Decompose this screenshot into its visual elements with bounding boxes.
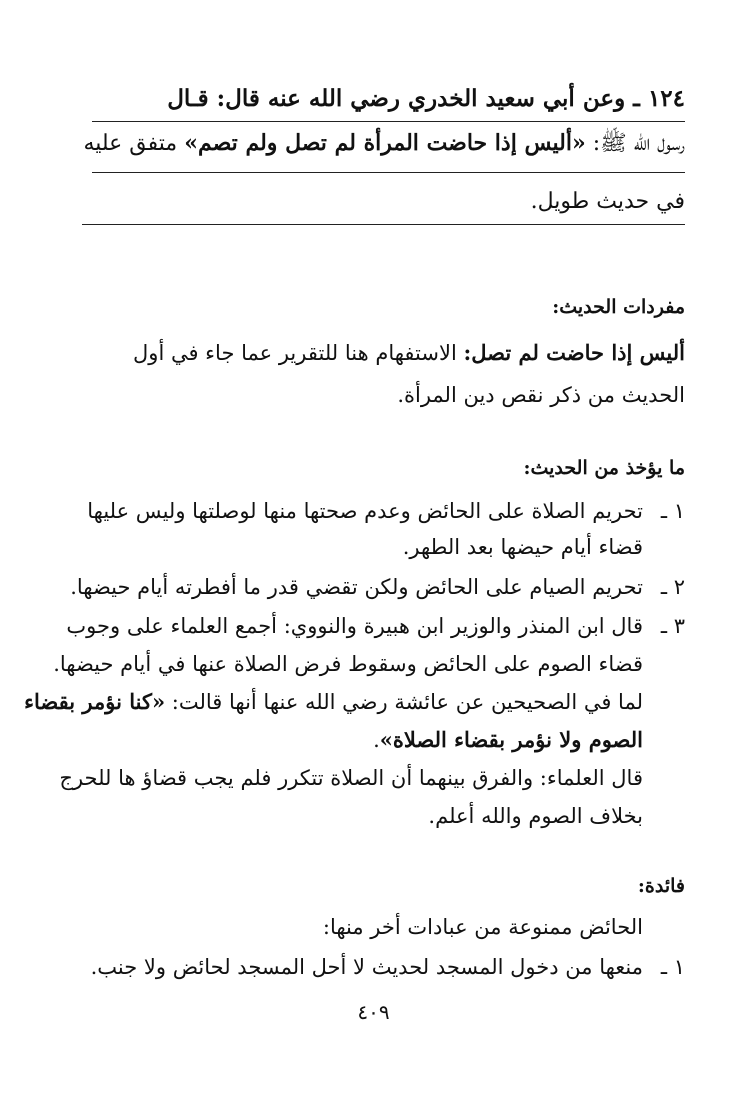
- hadith-line-2-suffix: متفق عليه: [83, 131, 185, 156]
- vocab-line-2: الحديث من ذكر نقص دين المرأة.: [397, 383, 685, 407]
- hadith-rule-3: [82, 224, 685, 225]
- hadith-rule-1: [92, 121, 685, 122]
- lesson-item-3-line-5: قال العلماء: والفرق بينهما أن الصلاة تتكرر فلم يجب قضاؤ ها للحرج: [59, 766, 643, 790]
- vocab-term: أليس إذا حاضت لم تصل:: [463, 340, 685, 365]
- lesson-item-3-line-4: [82, 723, 643, 757]
- benefit-item-1-text: منعها من دخول المسجد لحديث لا أحل المسجد لحائض ولا جنب.: [90, 955, 643, 979]
- hadith-quote: «أليس إذا حاضت المرأة لم تصل ولم تصم»: [184, 130, 586, 156]
- lesson-item-3-line-4-end: .: [373, 728, 380, 752]
- hadith-line-3: في حديث طويل.: [530, 189, 685, 214]
- hadith-rule-2: [92, 172, 685, 173]
- lesson-item-3-line-3-plain: لما في الصحيحين عن عائشة رضي الله عنها أنها قالت:: [165, 690, 643, 714]
- lesson-item-2-number: ٢ ـ: [660, 575, 685, 599]
- lesson-item-1-line-1: تحريم الصلاة على الحائض وعدم صحتها منها لوصلتها وليس عليها: [87, 499, 643, 523]
- lesson-item-3-line-1: قال ابن المنذر والوزير ابن هبيرة والنووي: أجمع العلماء على وجوب: [66, 614, 643, 638]
- hadith-line-2: [82, 126, 685, 161]
- benefit-item-1: [82, 950, 685, 984]
- lesson-item-1-line-2: قضاء أيام حيضها بعد الطهر.: [402, 535, 643, 559]
- lesson-item-3: [66, 609, 685, 643]
- lesson-item-1: [82, 494, 685, 528]
- benefit-intro: الحائض ممنوعة من عبادات أخر منها:: [322, 915, 643, 939]
- lesson-item-2-line-1: تحريم الصيام على الحائض ولكن تقضي قدر ما أفطرته أيام حيضها.: [70, 575, 643, 599]
- lessons-heading: ما يؤخذ من الحديث:: [523, 457, 685, 479]
- lesson-item-1-number: ١ ـ: [660, 499, 685, 523]
- lesson-item-3-quote-start: «كنا نؤمر بقضاء: [24, 689, 166, 714]
- lesson-item-2: [70, 570, 685, 604]
- lesson-item-3-line-2: قضاء الصوم على الحائض وسقوط فرض الصلاة عنها في أيام حيضها.: [53, 652, 643, 676]
- vocab-heading: مفردات الحديث:: [552, 296, 685, 318]
- lesson-item-3-number: ٣ ـ: [660, 614, 685, 638]
- lesson-item-3-quote-end: الصوم ولا نؤمر بقضاء الصلاة»: [379, 727, 643, 752]
- lesson-item-3-line-6: بخلاف الصوم والله أعلم.: [428, 804, 643, 828]
- vocab-line-1-rest: الاستفهام هنا للتقرير عما جاء في أول: [133, 341, 464, 365]
- page-number: ٤٠٩: [357, 1000, 390, 1024]
- benefit-heading: فائدة:: [637, 875, 685, 897]
- vocab-line-1: [82, 336, 685, 370]
- hadith-line-2-prefix: رسول الله ﷺ:: [585, 131, 685, 156]
- hadith-line-1: ١٢٤ ـ وعن أبي سعيد الخدري رضي الله عنه قال: قـال: [167, 85, 685, 112]
- lesson-item-3-line-3: [24, 685, 643, 719]
- benefit-item-1-number: ١ ـ: [660, 955, 685, 979]
